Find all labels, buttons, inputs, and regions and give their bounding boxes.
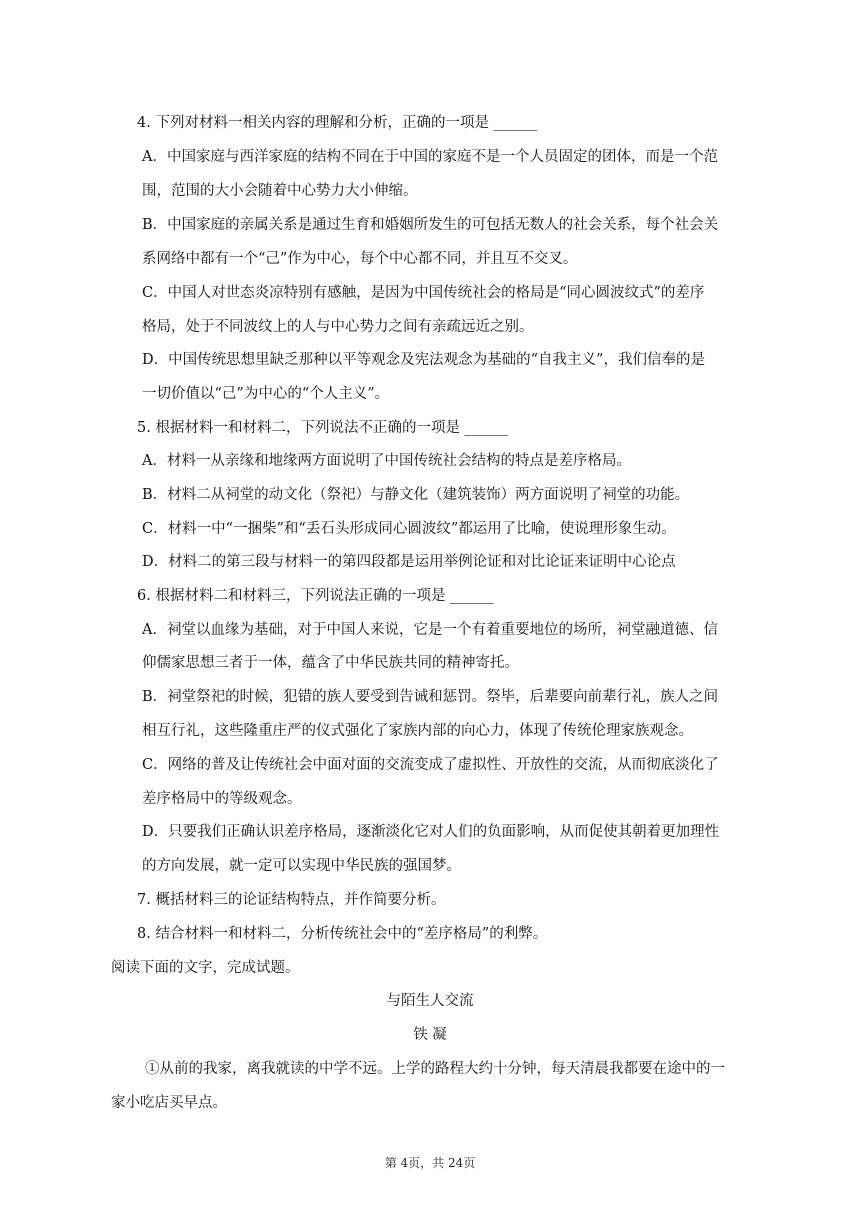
question-8-stem: 8. 结合材料一和材料二，分析传统社会中的“差序格局”的利弊。 (137, 926, 548, 942)
question-6-option-c-cont: 差序格局中的等级观念。 (142, 791, 302, 807)
question-4-option-b: B．中国家庭的亲属关系是通过生育和婚姻所发生的可包括无数人的社会关系，每个社会关 (142, 217, 719, 233)
passage-paragraph-1-cont: 家小吃店买早点。 (111, 1095, 227, 1111)
question-5-option-c: C．材料一中“一捆柴”和“丢石头形成同心圆波纹”都运用了比喻，使说理形象生动。 (142, 521, 676, 537)
question-6-option-a-cont: 仰儒家思想三者于一体，蕴含了中华民族共同的精神寄托。 (142, 655, 519, 671)
question-6-option-b: B．祠堂祭祀的时候，犯错的族人要受到告诫和惩罚。祭毕，后辈要向前辈行礼，族人之间 (142, 689, 719, 705)
question-4-option-a: A．中国家庭与西洋家庭的结构不同在于中国的家庭不是一个人员固定的团体，而是一个范 (142, 149, 718, 165)
question-6-option-a: A．祠堂以血缘为基础，对于中国人来说，它是一个有着重要地位的场所，祠堂融道德、信 (142, 622, 718, 638)
question-6-option-d-cont: 的方向发展，就一定可以实现中华民族的强国梦。 (142, 858, 461, 874)
question-4-option-d: D．中国传统思想里缺乏那种以平等观念及宪法观念为基础的“自我主义”，我们信奉的是 (142, 352, 705, 368)
question-6-option-d: D．只要我们正确认识差序格局，逐渐淡化它对人们的负面影响，从而促使其朝着更加理性 (142, 824, 720, 840)
reading-instruction: 阅读下面的文字，完成试题。 (111, 960, 300, 976)
question-4-option-a-cont: 围，范围的大小会随着中心势力大小伸缩。 (142, 183, 418, 199)
question-4-option-d-cont: 一切价值以“己”为中心的“个人主义”。 (142, 386, 390, 402)
question-4-option-c-cont: 格局，处于不同波纹上的人与中心势力之间有亲疏远近之别。 (142, 319, 534, 335)
question-5-option-b: B．材料二从祠堂的动文化（祭祀）与静文化（建筑装饰）两方面说明了祠堂的功能。 (142, 487, 690, 503)
question-5-option-a: A．材料一从亲缘和地缘两方面说明了中国传统社会结构的特点是差序格局。 (142, 453, 631, 469)
question-7-stem: 7. 概括材料三的论证结构特点，并作简要分析。 (137, 892, 446, 908)
question-6-option-b-cont: 相互行礼，这些隆重庄严的仪式强化了家族内部的向心力，体现了传统伦理家族观念。 (142, 723, 693, 739)
passage-author: 铁 凝 (413, 1027, 447, 1043)
question-4-option-b-cont: 系网络中都有一个“己”作为中心，每个中心都不同，并且互不交叉。 (142, 251, 578, 267)
page-number-footer: 第 4页，共 24页 (384, 1156, 476, 1170)
question-5-stem: 5. 根据材料一和材料二，下列说法不正确的一项是 ______ (137, 420, 509, 436)
passage-title: 与陌生人交流 (386, 993, 474, 1009)
question-6-stem: 6. 根据材料二和材料三，下列说法正确的一项是 ______ (137, 588, 494, 604)
question-4-option-c: C．中国人对世态炎凉特别有感触，是因为中国传统社会的格局是“同心圆波纹式”的差序 (142, 285, 705, 301)
question-6-option-c: C．网络的普及让传统社会中面对面的交流变成了虚拟性、开放性的交流，从而彻底淡化了 (142, 757, 719, 773)
passage-paragraph-1: ①从前的我家，离我就读的中学不远。上学的路程大约十分钟，每天清晨我都要在途中的一 (145, 1061, 725, 1077)
question-5-option-d: D．材料二的第三段与材料一的第四段都是运用举例论证和对比论证来证明中心论点 (142, 554, 676, 570)
question-4-stem: 4. 下列对材料一相关内容的理解和分析，正确的一项是 ______ (137, 115, 538, 131)
